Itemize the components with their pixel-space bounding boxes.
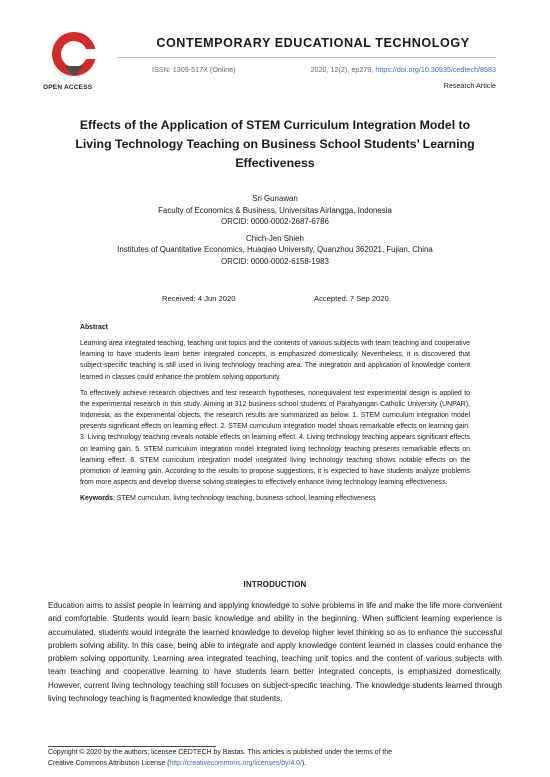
abstract-paragraph: Learning area integrated teaching, teaching unit topics and the contents of various subjects with team teaching and cooperative learning to have students learn better integrated concepts, is emphasized domestically. Nevertheless, it is discovered that subject-specific teaching is still used in living technology teaching area. The integration and application of knowledge content learned in classes could enhance the problem solving opportunity. bbox=[80, 340, 470, 381]
copyright-text: Copyright © 2020 by the authors; licensee CEDTECH by Bastas. This articles is published under the terms of the bbox=[48, 749, 392, 756]
header-divider bbox=[118, 57, 496, 58]
author-list bbox=[40, 193, 510, 273]
author-orcid: ORCID: 0000-0002-6158-1983 bbox=[221, 256, 329, 266]
abstract-paragraph: To effectively achieve research objectives and test research hypotheses, nonequivalent test experimental design is applied to the experimental research in this study. Aiming at 312 business school students of Parahyangan Catholic University (UNPAR), Indonesia, as the experimental objects, the research results are summarized as below. 1. STEM curriculum integration model presents significant effects on learning effect. 2. STEM curriculum integration model shows remarkable effects on learning gain. 3. Living technology teaching reveals notable effects on learning effect. 4. Living technology teaching appears significant effects on learning gain. 5. STEM curriculum integration model integrated living technology teaching presents remarkable effects on learning effect. 6. STEM curriculum integration model integrated living technology teaching shows notable effects on the promotion of learning gain. According to the results to propose suggestions, it is expected to have students analyze problems from more aspects and develop diverse solving strategies to effectively enhance living technology learning effectiveness. bbox=[80, 389, 470, 487]
open-access-badge: OPEN ACCESS bbox=[43, 84, 93, 91]
accepted-date: Accepted: 7 Sep 2020 bbox=[314, 294, 389, 303]
license-suffix: ). bbox=[301, 759, 307, 767]
article-type: Research Article bbox=[443, 81, 496, 90]
paper-title-line: Living Technology Teaching on Business School Students’ Learning bbox=[75, 137, 475, 151]
keywords-list: : STEM curriculum, living technology teaching, business school, learning effectiveness bbox=[112, 495, 376, 503]
journal-meta-line bbox=[152, 65, 496, 74]
abstract-section bbox=[80, 322, 470, 509]
author-affiliation: Faculty of Economics & Business, Universitas Airlangga, Indonesia bbox=[158, 205, 392, 215]
paper-title-line: Effectiveness bbox=[235, 156, 315, 170]
author-orcid: ORCID: 0000-0002-2687-6786 bbox=[221, 217, 329, 227]
author-block bbox=[40, 193, 510, 228]
journal-logo-icon bbox=[50, 30, 98, 78]
keywords bbox=[80, 493, 470, 504]
footer-copyright bbox=[48, 748, 508, 769]
introduction-paragraph: Education aims to assist people in learning and applying knowledge to solve problems in life and make the life more convenient and comfortable. Students would learn basic knowledge and ability in the beginning. When sufficient learning experience is accumulated, students would integrate the learned knowledge to develop higher level thinking so as to enhance the successful problem solving ability. In this case, being able to integrate and apply knowledge content learned in classes could enhance the problem solving opportunity. Learning area integrated teaching, teaching unit topics and the content of various subjects with team teaching and cooperative learning to have students learn better integrated concepts, is emphasized domestically. However, current living technology teaching still focuses on subject-specific teaching. The knowledge students learned through living technology teaching is fragmented knowledge that students, bbox=[48, 601, 502, 703]
issn: ISSN: 1309-517X (Online) bbox=[152, 65, 236, 74]
doi-link[interactable]: https://doi.org/10.30935/cedtech/8583 bbox=[375, 65, 496, 74]
citation bbox=[311, 65, 496, 74]
keywords-label: Keywords bbox=[80, 495, 113, 503]
introduction-heading: INTRODUCTION bbox=[243, 580, 307, 589]
received-date: Received: 4 Jun 2020 bbox=[162, 294, 236, 303]
author-affiliation: Institutes of Quantitative Economics, Huaqiao University, Quanzhou 362021, Fujian, China bbox=[117, 245, 433, 255]
license-prefix: Creative Commons Attribution License ( bbox=[48, 759, 170, 767]
author-block bbox=[40, 233, 510, 268]
abstract-heading: Abstract bbox=[80, 324, 108, 331]
author-name: Chich-Jen Shieh bbox=[246, 233, 304, 243]
paper-title-line: Effects of the Application of STEM Curriculum Integration Model to bbox=[79, 118, 471, 132]
journal-title: CONTEMPORARY EDUCATIONAL TECHNOLOGY bbox=[156, 36, 470, 50]
paper-title bbox=[60, 116, 490, 173]
license-line bbox=[48, 759, 508, 770]
footer-divider bbox=[48, 746, 216, 747]
author-name: Sri Gunawan bbox=[252, 194, 298, 203]
license-link[interactable]: http://creativecommons.org/licenses/by/4.0/ bbox=[169, 759, 302, 767]
citation-volume: 2020, 12(2), ep279, bbox=[310, 65, 376, 74]
